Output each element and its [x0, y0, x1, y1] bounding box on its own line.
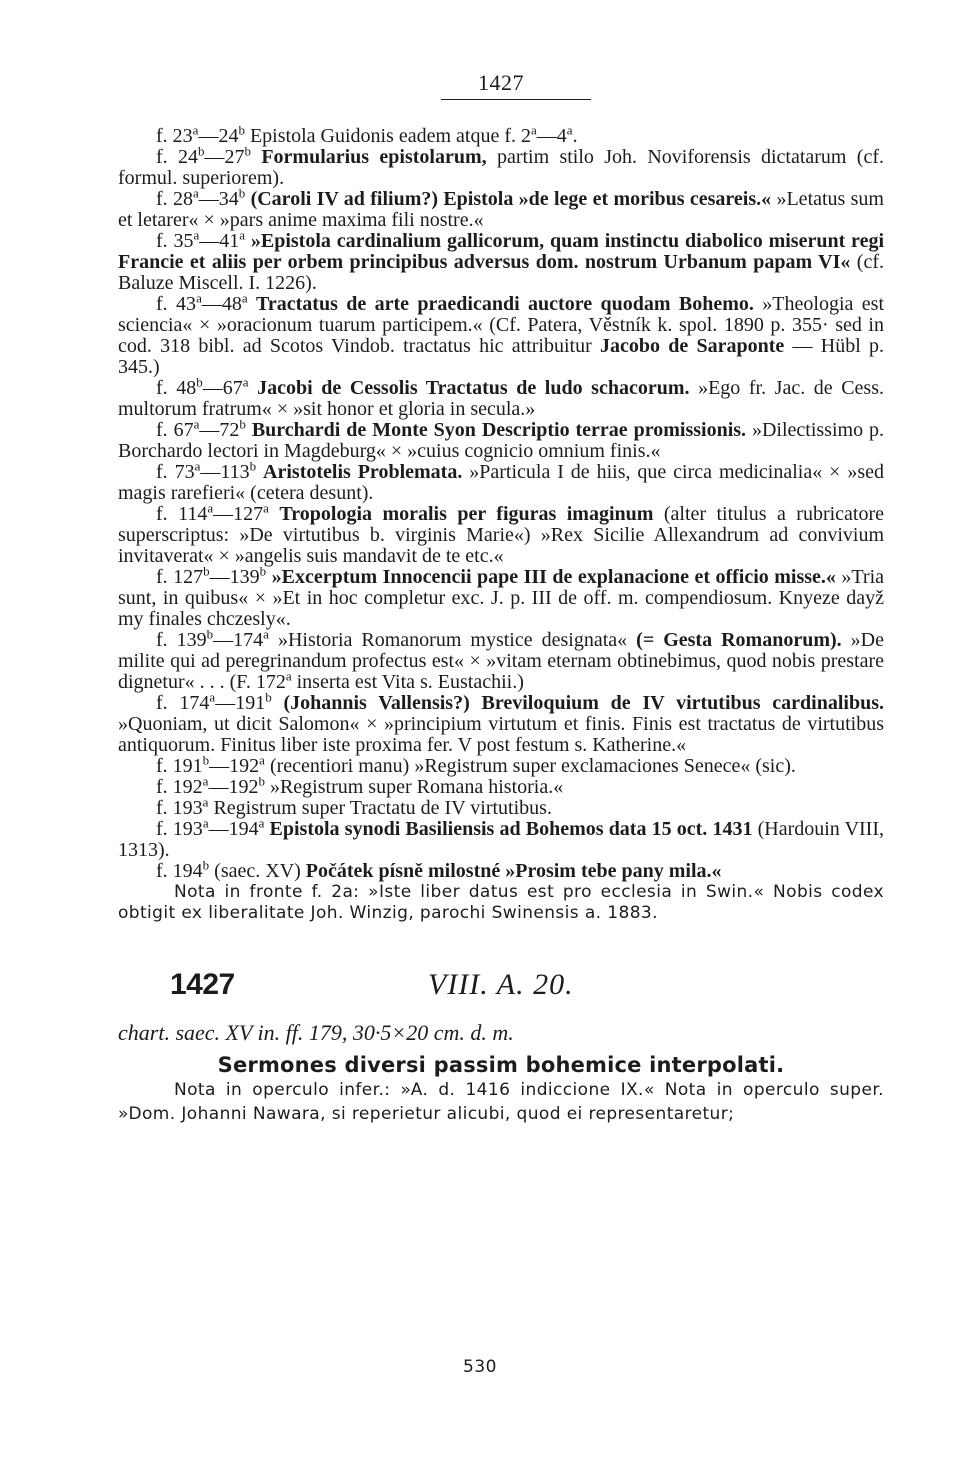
entry-text [269, 503, 279, 525]
entry-text: f. 43 [156, 293, 197, 315]
entry-text: f. 23 [156, 125, 193, 147]
manuscript-title: Sermones diversi passim bohemice interpolati. [217, 1053, 785, 1077]
catalog-number: 1427 [170, 968, 235, 1001]
entry-text: (recentiori manu) »Registrum super exclamaciones Senece« (sic). [264, 755, 796, 777]
entry-text: —27 [204, 146, 245, 168]
folio-side: a [239, 227, 246, 243]
entry-text: f. 28 [156, 188, 193, 210]
contents-list [118, 122, 885, 882]
folio-side: a [202, 815, 209, 831]
folio-side: a [209, 689, 216, 705]
folio-side: a [242, 374, 249, 390]
entry-text: f. 192 [156, 776, 203, 798]
entry-text: —41 [199, 230, 240, 252]
entry-text: —194 [208, 818, 259, 840]
entry-text: —192 [209, 755, 260, 777]
folio-side: a [192, 122, 199, 138]
entry-title: Epistola synodi Basiliensis ad Bohemos data 15 oct. 1431 [269, 818, 753, 840]
page-number: 530 [463, 1357, 497, 1377]
entry-text: »Tria sunt, in quibus« × »Et in hoc completur exc. J. p. III de off. m. compendiosum. Knyeze dayž my finales chczesly«. [118, 566, 885, 630]
entry-text: partim stilo Joh. Noviforensis dictatarum (cf. formul. superiorem). [118, 146, 884, 189]
entry-title: Jacobi de Cessolis Tractatus de ludo schacorum. [257, 377, 690, 399]
entry-text: f. 35 [156, 230, 194, 252]
folio-entry [118, 290, 884, 378]
entry-text: f. 139 [156, 629, 207, 651]
folio-side: a [241, 290, 248, 306]
entry-title: Formularius epistolarum, [261, 146, 487, 168]
folio-side: b [203, 563, 210, 579]
folio-side: a [566, 122, 573, 138]
folio-entry [118, 500, 885, 567]
folio-side: b [238, 185, 246, 201]
entry-text: f. 174 [156, 692, 210, 714]
entry-text: f. 193 [156, 797, 203, 819]
folio-side: a [263, 500, 269, 516]
entry-text: f. 127 [156, 566, 204, 588]
entry-text: Registrum super Tractatu de IV virtutibus. [208, 797, 552, 819]
entry-title: Aristotelis Problemata. [263, 461, 463, 483]
entry-text: —127 [213, 503, 264, 525]
folio-entry [118, 752, 884, 777]
entry-text [256, 461, 263, 483]
folio-entry [118, 689, 884, 756]
entry-text: f. 48 [156, 377, 197, 399]
entry-text: »De milite qui ad peregrinandum profectus est« × »vitam eternam obtinebimus, quod nobis prestare dignetur« . . . (F. 172 [118, 629, 884, 693]
entry-text: f. 193 [156, 818, 203, 840]
catalog-heading [118, 968, 884, 1002]
entry-text [249, 377, 258, 399]
entry-text: »Ego fr. Jac. de Cess. multorum fratrum« × »sit honor et gloria in secula.» [118, 377, 885, 420]
folio-entry [118, 227, 884, 294]
folio-entry [118, 374, 885, 420]
shelf-signature: VIII. A. 20. [428, 968, 574, 1001]
entry-text: »Historia Romanorum mystice designata« [268, 629, 637, 651]
entry-text: —191 [215, 692, 266, 714]
entry-text: (saec. XV) [209, 860, 306, 882]
folio-side: b [202, 857, 210, 873]
entry-text: (alter titulus a rubricatore superscriptus: »De virtutibus b. virginis Marie«) »Rex Sicilie Allexandrum ad convivium invitaverat« × »angelis suis mandavit de te etc.« [118, 503, 885, 567]
cover-note: Nota in operculo infer.: »A. d. 1416 indiccione IX.« Nota in operculo super. »Dom. Johanni Nawara, si reperietur alicubi, quod ei representaretur; [118, 1080, 884, 1124]
folio-side: a [196, 290, 202, 306]
entry-text: Epistola Guidonis eadem atque f. 2 [244, 125, 531, 147]
entry-text: »Registrum super Romana historia.« [264, 776, 564, 798]
folio-entry [118, 185, 884, 231]
entry-title: »Epistola cardinalium gallicorum, quam instinctu diabolico miserunt regi Francie et aliis per orbem principibus adversus dom. nostrum Urbanum papam VI« [118, 230, 884, 273]
folio-side: b [202, 752, 210, 768]
folio-side: a [531, 122, 537, 138]
entry-title: Počátek písně milostné »Prosim tebe pany mila.« [305, 860, 722, 882]
folio-entry [118, 563, 885, 630]
entry-title: Tropologia moralis per figuras imaginum [279, 503, 654, 525]
entry-text: . [572, 125, 578, 147]
folio-side: b [239, 416, 246, 432]
entry-text: »Letatus sum et letarer« × »pars anime maxima fili nostre.« [118, 188, 884, 231]
folio-side: b [238, 122, 245, 138]
folio-side: a [258, 815, 265, 831]
entry-text: f. 194 [156, 860, 203, 882]
entry-text: —113 [200, 461, 250, 483]
folio-entry [118, 626, 884, 693]
folio-entry [118, 857, 884, 882]
folio-side: a [263, 626, 269, 642]
folio-side: a [207, 500, 214, 516]
folio-side: a [285, 668, 292, 684]
entry-text: »Dilectissimo p. Borchardo lectori in Magdeburg« × »cuius cognicio omnium finis.« [118, 419, 885, 462]
entry-title: Burchardi de Monte Syon Descriptio terrae promissionis. [251, 419, 747, 441]
folio-side: b [244, 143, 251, 159]
entry-text: f. 73 [156, 461, 195, 483]
header-rule [441, 99, 591, 100]
entry-text: »Quoniam, ut dicit Salomon« × »principium virtutum et finis. Finis est tractatus de virtutibus antiquorum. Finitus liber iste proxima fer. V post festum s. Katherine.« [118, 713, 884, 756]
entry-title: (= Gesta Romanorum). [636, 629, 842, 651]
folio-entry [118, 143, 884, 189]
folio-entry [118, 416, 885, 462]
folio-side: a [259, 752, 265, 768]
folio-entry [118, 122, 884, 147]
folio-side: b [249, 458, 257, 474]
entry-text: —67 [202, 377, 243, 399]
folio-side: a [193, 416, 200, 432]
entry-text: —48 [201, 293, 242, 315]
folio-entry [118, 794, 884, 819]
entry-text: —72 [199, 419, 240, 441]
folio-side: a [193, 227, 200, 243]
entry-text: f. 191 [156, 755, 203, 777]
folio-entry [118, 773, 884, 798]
folio-side: b [197, 143, 205, 159]
running-head: 1427 [478, 70, 524, 95]
entry-text: »Particula I de hiis, que circa medicinalia« × »sed magis rarefieri« (cetera desunt). [118, 461, 884, 504]
entry-text: f. 114 [156, 503, 208, 525]
folio-entry [118, 815, 885, 861]
entry-text [251, 146, 261, 168]
folio-side: a [192, 185, 199, 201]
entry-text: —192 [208, 776, 259, 798]
folio-side: b [265, 689, 272, 705]
folio-side: a [202, 794, 209, 810]
physical-description: chart. saec. XV in. ff. 179, 30·5×20 cm. d. m. [118, 1020, 514, 1045]
entry-text: —24 [198, 125, 239, 147]
entry-text: (cf. Baluze Miscell. I. 1226). [118, 251, 884, 294]
entry-text: —174 [213, 629, 264, 651]
entry-title: »Excerptum Innocencii pape III de explanacione et officio misse.« [271, 566, 836, 588]
entry-text: (Hardouin VIII, 1313). [118, 818, 885, 861]
entry-title: (Johannis Vallensis?) Breviloquium de IV virtutibus cardinalibus. [283, 692, 884, 714]
entry-text: inserta est Vita s. Eustachii.) [291, 671, 524, 693]
entry-text: f. 67 [156, 419, 194, 441]
provenance-note: Nota in fronte f. 2a: »Iste liber datus est pro ecclesia in Swin.« Nobis codex obtigit ex liberalitate Joh. Winzig, parochi Swinensis a. 1883. [118, 882, 884, 923]
folio-side: a [194, 458, 201, 474]
entry-text: —139 [209, 566, 260, 588]
folio-side: b [206, 626, 214, 642]
folio-side: a [202, 773, 209, 789]
folio-entry [118, 458, 884, 504]
entry-text: —34 [198, 188, 239, 210]
entry-text: »Theologia est sciencia« × »oracionum tuarum participem.« (Cf. Patera, Věstník k. spol. 1890 p. 355· sed in cod. 318 bibl. ad Scotos Vindob. tractatus hic attribuitur [118, 293, 884, 357]
folio-side: b [258, 773, 265, 789]
entry-text: — Hübl p. 345.) [118, 335, 884, 378]
entry-title: Jacobo de Saraponte [599, 335, 785, 357]
entry-text: f. 24 [156, 146, 198, 168]
entry-text [248, 293, 256, 315]
folio-side: b [196, 374, 203, 390]
entry-title: (Caroli IV ad filium?) Epistola »de lege et moribus cesareis.« [250, 188, 772, 210]
entry-title: Tractatus de arte praedicandi auctore quodam Bohemo. [256, 293, 754, 315]
document-page [118, 70, 884, 1126]
entry-text [272, 692, 284, 714]
folio-side: b [259, 563, 267, 579]
entry-text: —4 [536, 125, 567, 147]
